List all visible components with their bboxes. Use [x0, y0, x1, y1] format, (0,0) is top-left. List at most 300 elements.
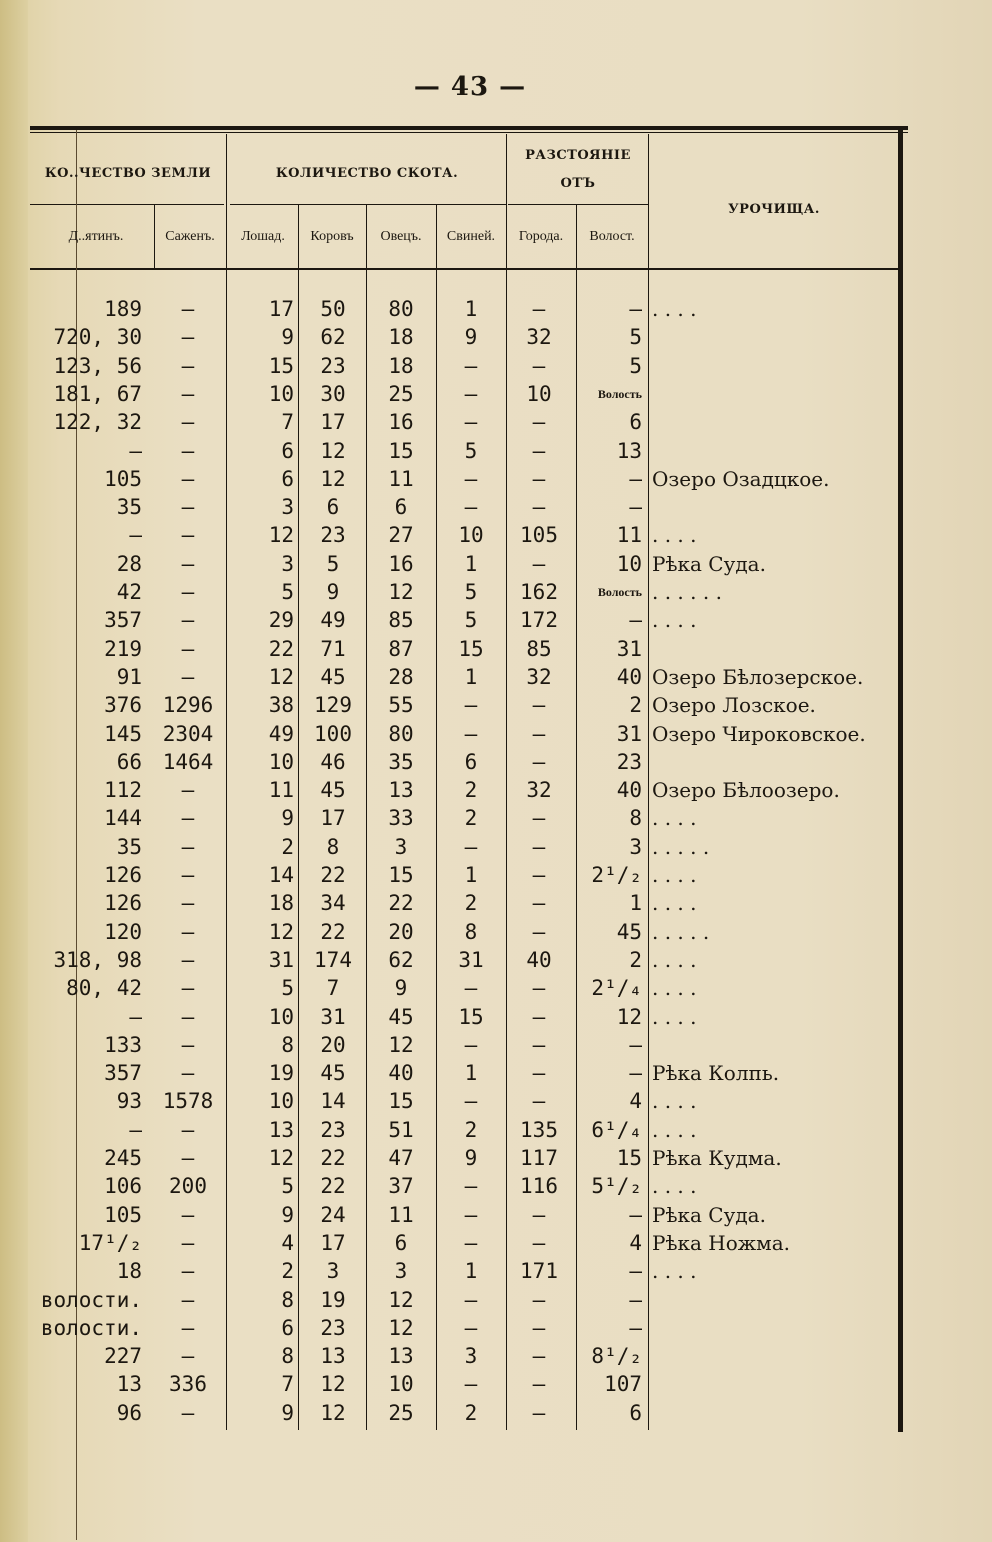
cell-pigs: 5: [464, 580, 478, 604]
cell-pigs: 5: [464, 608, 478, 633]
cell-horses: 12: [268, 523, 294, 548]
cell-horses: 12: [268, 919, 294, 944]
cell-city: —: [532, 353, 546, 378]
table-row: [0, 804, 992, 832]
cell-sheep: 16: [388, 410, 414, 435]
cell-pigs: 1: [464, 664, 478, 689]
cell-sazhen: —: [181, 1061, 195, 1086]
cell-volost: 1: [629, 891, 642, 916]
cell-city: —: [532, 806, 546, 831]
cell-pigs: —: [464, 1230, 478, 1255]
cell-pigs: —: [464, 1174, 478, 1199]
cell-cows: 23: [320, 1117, 346, 1142]
cell-sazhen: —: [181, 1146, 195, 1170]
cell-horses: 2: [281, 834, 294, 859]
cell-cows: 8: [326, 834, 340, 859]
cell-desyatin: 181, 67: [53, 381, 142, 406]
cell-volost: 31: [616, 721, 642, 746]
cell-pigs: 1: [464, 863, 478, 887]
cell-city: 117: [520, 1146, 558, 1170]
cell-place: [652, 380, 892, 408]
cell-volost: 2¹/₂: [591, 863, 642, 887]
cell-cows: 23: [320, 353, 346, 378]
cell-cows: 23: [320, 1315, 346, 1340]
cell-city: —: [532, 976, 546, 1001]
table-row: [0, 1286, 992, 1314]
table-row: [0, 606, 992, 634]
cell-cows: 3: [326, 1259, 340, 1284]
cell-desyatin: 189: [104, 297, 142, 321]
cell-pigs: —: [464, 693, 478, 718]
cell-sazhen: —: [181, 608, 195, 633]
cell-sazhen: —: [181, 325, 195, 350]
cell-pigs: 31: [458, 947, 484, 972]
table-row: [0, 1116, 992, 1144]
table-row: [0, 889, 992, 917]
cell-pigs: —: [464, 1287, 478, 1312]
cell-city: —: [532, 1372, 546, 1397]
cell-sheep: 37: [388, 1174, 414, 1199]
table-row: [0, 1087, 992, 1115]
cell-horses: 10: [268, 1004, 294, 1029]
cell-cows: 23: [320, 523, 346, 548]
cell-city: —: [532, 1004, 546, 1029]
cell-sazhen: —: [181, 1230, 195, 1255]
cell-cows: 22: [320, 1174, 346, 1199]
cell-place: . . . .: [652, 806, 697, 831]
cell-city: 171: [520, 1259, 558, 1284]
cell-sheep: 6: [394, 1230, 408, 1255]
cell-sazhen: —: [181, 919, 195, 944]
cell-cows: 19: [320, 1287, 346, 1312]
cell-place: [652, 748, 892, 776]
cell-city: 135: [520, 1117, 558, 1142]
cell-volost: 8¹/₂: [591, 1344, 642, 1369]
cell-pigs: 2: [464, 891, 478, 916]
cell-city: 32: [526, 325, 552, 350]
cell-cows: 9: [326, 580, 340, 604]
cell-desyatin: 112: [104, 778, 142, 803]
cell-sheep: 6: [394, 495, 408, 520]
cell-cows: 24: [320, 1202, 346, 1227]
cell-city: —: [532, 891, 546, 916]
cell-cows: 20: [320, 1032, 346, 1057]
cell-horses: 15: [268, 353, 294, 378]
cell-city: —: [532, 1287, 546, 1312]
cell-sheep: 18: [388, 325, 414, 350]
cell-desyatin: 80, 42: [66, 976, 142, 1001]
cell-volost: —: [629, 608, 642, 633]
cell-sazhen: —: [181, 1344, 195, 1369]
cell-place: [652, 635, 892, 663]
cell-horses: 6: [281, 438, 294, 463]
cell-sheep: 80: [388, 297, 414, 321]
cell-city: 10: [526, 381, 552, 406]
cell-city: —: [532, 438, 546, 463]
cell-sheep: 12: [388, 1032, 414, 1057]
cell-pigs: —: [464, 834, 478, 859]
cell-place: . . . . .: [652, 834, 710, 859]
cell-desyatin: 17¹/₂: [78, 1230, 142, 1255]
cell-volost: 10: [616, 551, 642, 576]
cell-pigs: —: [464, 721, 478, 746]
table-row: [0, 974, 992, 1002]
cell-horses: 5: [281, 580, 294, 604]
cell-sheep: 22: [388, 891, 414, 916]
cell-sazhen: —: [181, 381, 195, 406]
cell-city: —: [532, 749, 546, 774]
cell-city: 32: [526, 778, 552, 803]
cell-cows: 14: [320, 1089, 346, 1114]
cell-city: —: [532, 1344, 546, 1369]
cell-city: —: [532, 1061, 546, 1086]
cell-horses: 9: [281, 325, 294, 350]
cell-desyatin: 123, 56: [53, 353, 142, 378]
cell-sazhen: —: [181, 466, 195, 491]
cell-cows: 17: [320, 1230, 346, 1255]
cell-cows: 12: [320, 438, 346, 463]
cell-pigs: —: [464, 1372, 478, 1397]
cell-city: 85: [526, 636, 552, 661]
cell-city: 116: [520, 1174, 558, 1199]
table-row: [0, 380, 992, 408]
cell-city: —: [532, 1400, 546, 1425]
table-top-thin-rule: [30, 132, 908, 133]
cell-city: —: [532, 466, 546, 491]
table-row: [0, 437, 992, 465]
cell-desyatin: 227: [104, 1344, 142, 1369]
land-group-rule: [30, 204, 224, 205]
cell-sheep: 47: [388, 1146, 414, 1170]
cell-sazhen: —: [181, 1287, 195, 1312]
cell-pigs: 1: [464, 1061, 478, 1086]
cell-desyatin: 18: [116, 1259, 142, 1284]
cell-pigs: —: [464, 495, 478, 520]
cell-place: Рѣка Суда.: [652, 551, 766, 576]
table-row: [0, 295, 992, 323]
cell-volost: —: [629, 1202, 642, 1227]
cell-city: —: [532, 297, 546, 321]
cell-cows: 46: [320, 749, 346, 774]
cell-desyatin: 105: [104, 466, 142, 491]
cell-horses: 4: [281, 1230, 294, 1255]
cell-city: —: [532, 693, 546, 718]
table-row: [0, 1314, 992, 1342]
cell-cows: 22: [320, 1146, 346, 1170]
cell-cows: 49: [320, 608, 346, 633]
cell-desyatin: 318, 98: [53, 947, 142, 972]
cell-horses: 13: [268, 1117, 294, 1142]
cell-sheep: 15: [388, 438, 414, 463]
cell-place: . . . .: [652, 1089, 697, 1114]
cell-sazhen: —: [181, 1117, 195, 1142]
subheader-desyatin: Д..ятинъ.: [68, 229, 124, 244]
cell-volost: —: [629, 1315, 642, 1340]
table-row: [0, 465, 992, 493]
cell-city: 32: [526, 664, 552, 689]
table-row: [0, 776, 992, 804]
cell-volost: —: [629, 1287, 642, 1312]
table-row: [0, 946, 992, 974]
cell-cows: 7: [326, 976, 340, 1001]
cell-desyatin: 13: [116, 1372, 142, 1397]
cell-cows: 22: [320, 919, 346, 944]
table-top-rule: [30, 126, 908, 130]
cell-cows: 12: [320, 1400, 346, 1425]
page-number: — 43 —: [413, 72, 527, 102]
cell-desyatin: 357: [104, 1061, 142, 1086]
cell-desyatin: 93: [116, 1089, 142, 1114]
cell-pigs: —: [464, 410, 478, 435]
cell-desyatin: 145: [104, 721, 142, 746]
cell-cows: 12: [320, 466, 346, 491]
table-row: [0, 578, 992, 606]
cell-sazhen: —: [181, 438, 195, 463]
cell-place: . . . .: [652, 608, 697, 633]
cell-horses: 22: [268, 636, 294, 661]
cell-city: —: [532, 919, 546, 944]
cell-volost: —: [629, 297, 642, 321]
cell-sheep: 80: [388, 721, 414, 746]
cell-place: . . . .: [652, 1004, 697, 1029]
table-row: [0, 918, 992, 946]
cell-horses: 7: [281, 410, 294, 435]
cell-cows: 174: [314, 947, 352, 972]
cell-desyatin: 144: [104, 806, 142, 831]
cell-volost: 5¹/₂: [591, 1174, 642, 1199]
cell-volost: 107: [604, 1372, 642, 1397]
cell-sazhen: —: [181, 1202, 195, 1227]
cell-place: . . . .: [652, 976, 697, 1001]
table-row: [0, 663, 992, 691]
table-row: [0, 550, 992, 578]
cell-city: —: [532, 495, 546, 520]
cell-horses: 12: [268, 664, 294, 689]
cell-place: [652, 1314, 892, 1342]
cell-city: 105: [520, 523, 558, 548]
cell-volost: 2¹/₄: [591, 976, 642, 1001]
cell-sheep: 51: [388, 1117, 414, 1142]
header-bottom-rule: [30, 268, 898, 270]
table-row: [0, 1370, 992, 1398]
table-row: [0, 1059, 992, 1087]
cell-pigs: 10: [458, 523, 484, 548]
cell-cows: 30: [320, 381, 346, 406]
cell-sazhen: —: [181, 947, 195, 972]
cell-sheep: 55: [388, 693, 414, 718]
cell-place: . . . .: [652, 1259, 697, 1284]
cell-volost: 6¹/₄: [591, 1117, 642, 1142]
cell-desyatin: 120: [104, 919, 142, 944]
cell-sazhen: —: [181, 297, 195, 321]
cell-sheep: 13: [388, 778, 414, 803]
table-row: [0, 1399, 992, 1427]
cell-pigs: 8: [464, 919, 478, 944]
cell-sazhen: 1578: [162, 1089, 214, 1114]
cell-sheep: 62: [388, 947, 414, 972]
cell-cows: 129: [314, 693, 352, 718]
subheader-horses: Лошад.: [241, 229, 285, 244]
cell-sheep: 28: [388, 664, 414, 689]
table-row: [0, 691, 992, 719]
cell-pigs: 9: [464, 1146, 478, 1170]
cell-volost: 13: [616, 438, 642, 463]
cell-place: . . . .: [652, 1174, 697, 1199]
cell-horses: 38: [268, 693, 294, 718]
cell-place: [652, 323, 892, 351]
cell-desyatin: 42: [116, 580, 142, 604]
cell-sheep: 18: [388, 353, 414, 378]
cell-sazhen: —: [181, 806, 195, 831]
cell-place: Озеро Бѣлоозеро.: [652, 778, 840, 803]
cell-sazhen: —: [181, 410, 195, 435]
cell-sazhen: —: [181, 976, 195, 1001]
cell-horses: 9: [281, 806, 294, 831]
cell-cows: 62: [320, 325, 346, 350]
cell-place: . . . .: [652, 297, 697, 321]
cell-pigs: 3: [464, 1344, 478, 1369]
cell-sazhen: —: [181, 353, 195, 378]
table-row: [0, 1031, 992, 1059]
subheader-cows: Коровъ: [310, 229, 354, 244]
cell-desyatin: 219: [104, 636, 142, 661]
cell-sheep: 35: [388, 749, 414, 774]
cell-sheep: 33: [388, 806, 414, 831]
table-row: [0, 1229, 992, 1257]
cell-sheep: 16: [388, 551, 414, 576]
cell-place: [652, 1031, 892, 1059]
cell-city: —: [532, 1202, 546, 1227]
cell-cows: 5: [326, 551, 340, 576]
cell-cows: 45: [320, 664, 346, 689]
table-row: [0, 1003, 992, 1031]
table-row: [0, 1144, 992, 1172]
cell-sheep: 40: [388, 1061, 414, 1086]
cell-desyatin: 126: [104, 891, 142, 916]
cell-pigs: 1: [464, 551, 478, 576]
cell-cows: 17: [320, 410, 346, 435]
cell-sazhen: —: [181, 891, 195, 916]
cell-city: —: [532, 1230, 546, 1255]
cell-volost: 6: [629, 1400, 642, 1425]
cell-sazhen: —: [181, 1315, 195, 1340]
table-row: [0, 720, 992, 748]
cell-desyatin: 122, 32: [53, 410, 142, 435]
cell-sazhen: —: [181, 551, 195, 576]
cell-cows: 31: [320, 1004, 346, 1029]
cell-pigs: 9: [464, 325, 478, 350]
cell-desyatin: 133: [104, 1032, 142, 1057]
subheader-pigs: Свиней.: [446, 229, 496, 244]
cell-cows: 71: [320, 636, 346, 661]
cell-horses: 3: [281, 551, 294, 576]
cell-desyatin: —: [129, 523, 142, 548]
cell-volost: Волость: [597, 585, 642, 599]
cell-horses: 8: [281, 1032, 294, 1057]
cell-desyatin: 720, 30: [53, 325, 142, 350]
cell-cows: 13: [320, 1344, 346, 1369]
table-row: [0, 521, 992, 549]
cell-volost: 23: [616, 749, 642, 774]
header-distance-sub: ОТЪ: [560, 176, 596, 191]
cell-desyatin: 35: [116, 495, 142, 520]
cell-desyatin: волости.: [40, 1287, 142, 1312]
cell-sheep: 9: [394, 976, 408, 1001]
header-distance: РАЗСТОЯНІЕ: [525, 148, 631, 163]
cell-sazhen: —: [181, 495, 195, 520]
subheader-volost: Волост.: [589, 229, 635, 244]
cell-sheep: 3: [394, 1259, 408, 1284]
cell-place: . . . .: [652, 863, 697, 887]
cell-desyatin: волости.: [40, 1315, 142, 1340]
cell-sazhen: 1296: [162, 693, 214, 718]
cell-city: 40: [526, 947, 552, 972]
cell-horses: 8: [281, 1287, 294, 1312]
header-cattle: КОЛИЧЕСТВО СКОТА.: [275, 166, 459, 181]
cell-volost: 15: [616, 1146, 642, 1170]
cell-horses: 2: [281, 1259, 294, 1284]
cell-volost: 6: [629, 410, 642, 435]
cell-sazhen: 200: [169, 1174, 207, 1199]
cell-place: . . . . . .: [652, 580, 722, 604]
cell-desyatin: 66: [116, 749, 142, 774]
cell-city: —: [532, 863, 546, 887]
cell-pigs: 2: [464, 806, 478, 831]
cell-desyatin: 105: [104, 1202, 142, 1227]
cell-horses: 17: [268, 297, 294, 321]
cell-cows: 45: [320, 1061, 346, 1086]
cell-volost: —: [629, 1259, 642, 1284]
cell-pigs: —: [464, 1032, 478, 1057]
cell-pigs: —: [464, 466, 478, 491]
cell-sazhen: —: [181, 1032, 195, 1057]
cell-cows: 50: [320, 297, 346, 321]
table-row: [0, 323, 992, 351]
cell-cows: 34: [320, 891, 346, 916]
cell-pigs: 2: [464, 1117, 478, 1142]
cattle-group-rule: [230, 204, 506, 205]
cell-sazhen: —: [181, 1400, 195, 1425]
cell-place: Озеро Озадцкое.: [652, 466, 830, 491]
cell-horses: 29: [268, 608, 294, 633]
cell-place: Озеро Лозское.: [652, 693, 816, 718]
cell-sheep: 12: [388, 1287, 414, 1312]
cell-sazhen: —: [181, 664, 195, 689]
cell-pigs: —: [464, 381, 478, 406]
cell-horses: 9: [281, 1202, 294, 1227]
table-row: [0, 1257, 992, 1285]
cell-volost: 45: [616, 919, 642, 944]
cell-sazhen: —: [181, 523, 195, 548]
table-row: [0, 352, 992, 380]
cell-desyatin: 96: [116, 1400, 142, 1425]
cell-horses: 18: [268, 891, 294, 916]
cell-cows: 6: [326, 495, 340, 520]
cell-volost: 3: [629, 834, 642, 859]
cell-volost: Волость: [597, 386, 642, 401]
cell-place: Рѣка Ножма.: [652, 1230, 791, 1255]
table-row: [0, 1201, 992, 1229]
cell-volost: —: [629, 1032, 642, 1057]
cell-horses: 10: [268, 749, 294, 774]
cell-sheep: 15: [388, 1089, 414, 1114]
cell-sazhen: —: [181, 778, 195, 803]
cell-pigs: 15: [458, 636, 484, 661]
cell-volost: —: [629, 466, 642, 491]
cell-horses: 10: [268, 1089, 294, 1114]
cell-horses: 3: [281, 495, 294, 520]
cell-place: Рѣка Колпь.: [652, 1061, 780, 1086]
